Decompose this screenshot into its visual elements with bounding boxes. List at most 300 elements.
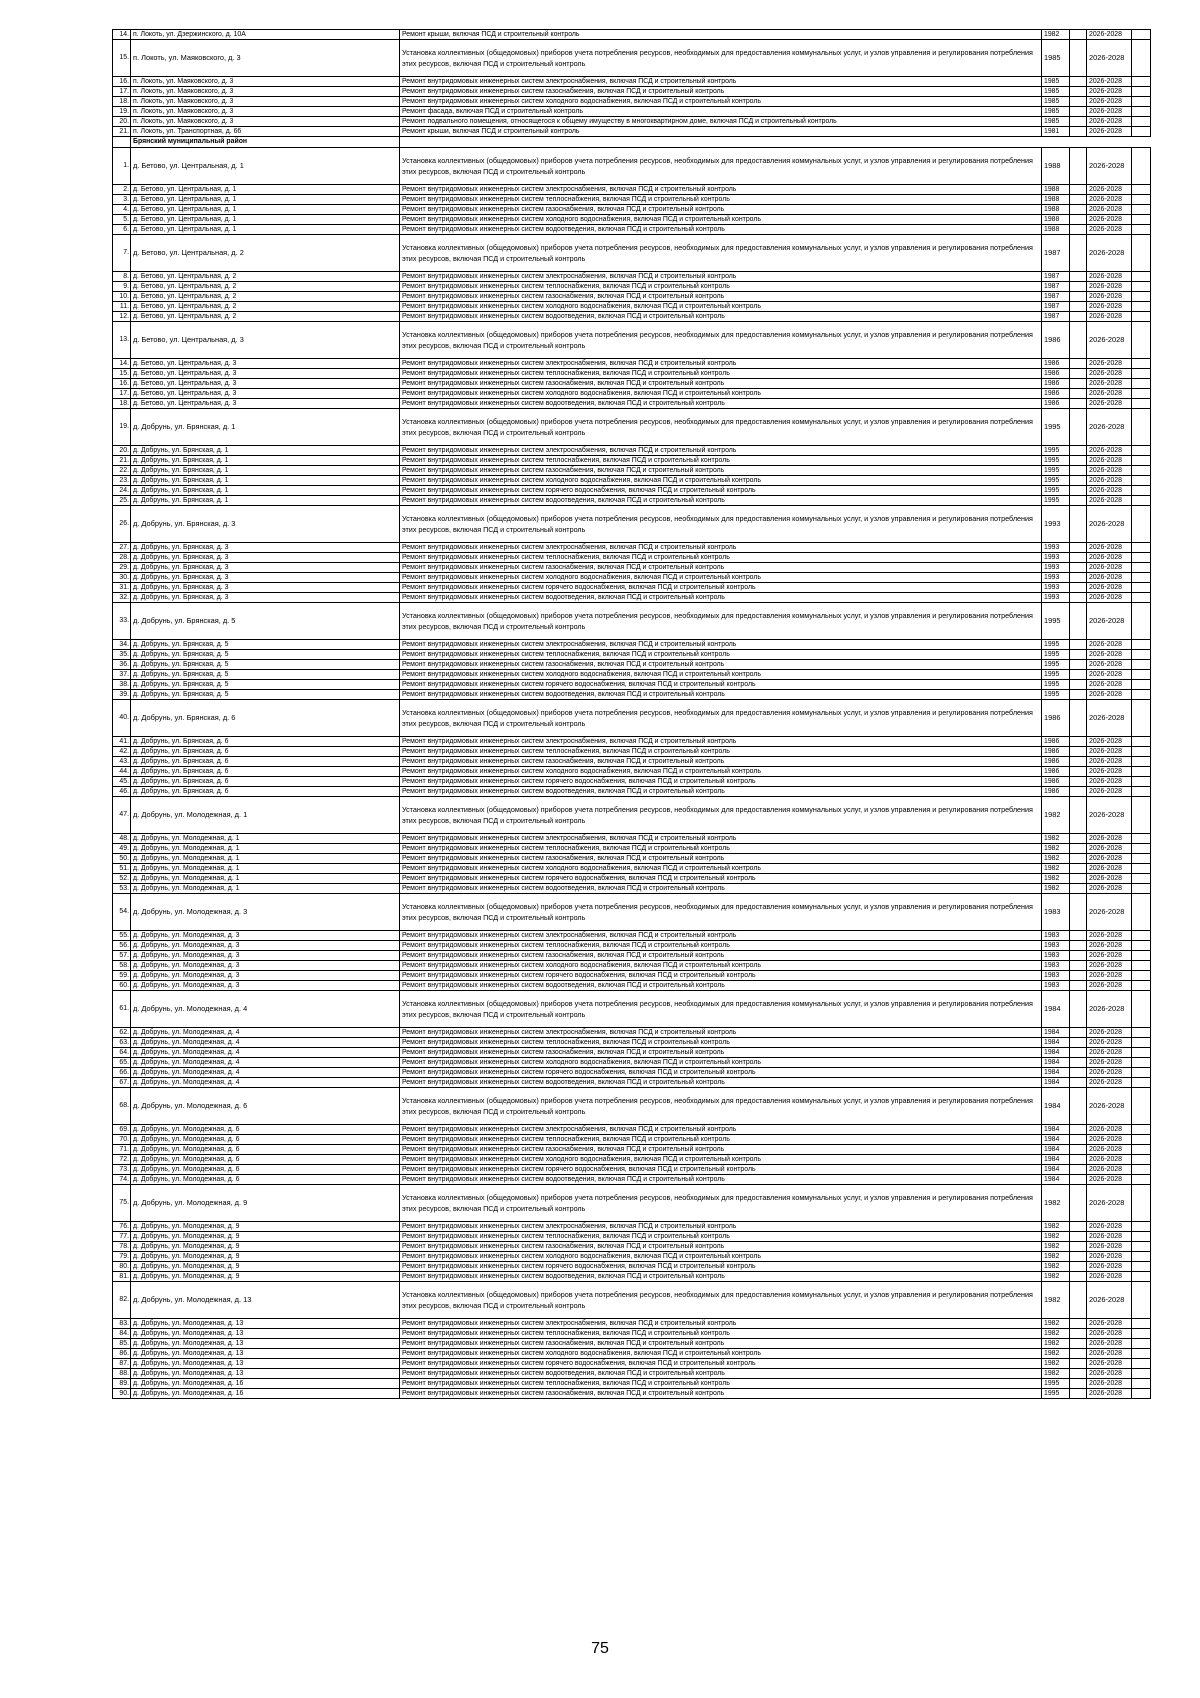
address-cell: д. Бетово, ул. Центральная, д. 2 <box>131 302 400 312</box>
empty-cell <box>1132 1088 1151 1125</box>
empty-cell <box>1070 40 1087 77</box>
address-cell: д. Добрунь, ул. Молодежная, д. 3 <box>131 931 400 941</box>
year-built-cell: 1981 <box>1042 127 1070 137</box>
year-built-cell: 1984 <box>1042 1038 1070 1048</box>
empty-cell <box>1070 854 1087 864</box>
empty-cell <box>1070 1068 1087 1078</box>
section-title: Брянский муниципальный район <box>131 137 400 148</box>
schedule-table-body <box>113 30 1151 1399</box>
row-number: 66. <box>113 1068 131 1078</box>
empty-cell <box>1132 747 1151 757</box>
table-row <box>113 941 1151 951</box>
year-built-cell: 1982 <box>1042 834 1070 844</box>
empty-cell <box>1070 302 1087 312</box>
row-number: 17. <box>113 87 131 97</box>
address-cell: д. Добрунь, ул. Брянская, д. 3 <box>131 506 400 543</box>
table-row <box>113 884 1151 894</box>
table-row <box>113 747 1151 757</box>
table-row <box>113 292 1151 302</box>
address-cell: д. Бетово, ул. Центральная, д. 3 <box>131 359 400 369</box>
row-number: 81. <box>113 1272 131 1282</box>
empty-cell <box>1132 1339 1151 1349</box>
year-built-cell: 1984 <box>1042 1125 1070 1135</box>
work-type-cell: Ремонт внутридомовых инженерных систем электроснабжения, включая ПСД и строительный контроль <box>400 834 1042 844</box>
empty-cell <box>1070 1359 1087 1369</box>
work-type-cell: Ремонт подвального помещения, относящегося к общему имуществу в многоквартирном доме, включая ПСД и строительный контроль <box>400 117 1042 127</box>
period-cell: 2026-2028 <box>1087 1175 1132 1185</box>
table-row <box>113 1165 1151 1175</box>
empty-cell <box>1132 225 1151 235</box>
work-type-cell: Ремонт внутридомовых инженерных систем газоснабжения, включая ПСД и строительный контроль <box>400 951 1042 961</box>
work-type-cell: Установка коллективных (общедомовых) приборов учета потребления ресурсов, необходимых для предоставления коммунальных услуг, и узлов управления и регулирования потребления этих ресурсов, включая ПСД и строительный контроль <box>400 235 1042 272</box>
table-row <box>113 844 1151 854</box>
empty-cell <box>1132 603 1151 640</box>
period-cell: 2026-2028 <box>1087 215 1132 225</box>
work-type-cell: Ремонт внутридомовых инженерных систем теплоснабжения, включая ПСД и строительный контроль <box>400 747 1042 757</box>
row-number: 88. <box>113 1369 131 1379</box>
row-number: 74. <box>113 1175 131 1185</box>
empty-cell <box>1070 215 1087 225</box>
year-built-cell: 1982 <box>1042 797 1070 834</box>
table-row <box>113 185 1151 195</box>
address-cell: д. Добрунь, ул. Молодежная, д. 6 <box>131 1145 400 1155</box>
empty-cell <box>1132 476 1151 486</box>
period-cell: 2026-2028 <box>1087 359 1132 369</box>
year-built-cell: 1995 <box>1042 690 1070 700</box>
address-cell: д. Добрунь, ул. Брянская, д. 6 <box>131 787 400 797</box>
period-cell: 2026-2028 <box>1087 981 1132 991</box>
empty-cell <box>1132 1038 1151 1048</box>
empty-cell <box>1132 1349 1151 1359</box>
row-number: 12. <box>113 312 131 322</box>
empty-cell <box>1132 1185 1151 1222</box>
work-type-cell: Ремонт внутридомовых инженерных систем холодного водоснабжения, включая ПСД и строительный контроль <box>400 476 1042 486</box>
row-number: 24. <box>113 486 131 496</box>
empty-cell <box>1070 1232 1087 1242</box>
row-number: 51. <box>113 864 131 874</box>
table-row <box>113 1242 1151 1252</box>
period-cell: 2026-2028 <box>1087 107 1132 117</box>
work-type-cell: Ремонт внутридомовых инженерных систем электроснабжения, включая ПСД и строительный контроль <box>400 1028 1042 1038</box>
period-cell: 2026-2028 <box>1087 603 1132 640</box>
table-row <box>113 874 1151 884</box>
table-row <box>113 1088 1151 1125</box>
address-cell: д. Добрунь, ул. Брянская, д. 1 <box>131 456 400 466</box>
period-cell: 2026-2028 <box>1087 1135 1132 1145</box>
table-row <box>113 864 1151 874</box>
row-number: 59. <box>113 971 131 981</box>
address-cell: д. Добрунь, ул. Молодежная, д. 3 <box>131 971 400 981</box>
work-type-cell: Ремонт внутридомовых инженерных систем водоотведения, включая ПСД и строительный контроль <box>400 312 1042 322</box>
address-cell: д. Добрунь, ул. Брянская, д. 1 <box>131 466 400 476</box>
work-type-cell: Ремонт внутридомовых инженерных систем электроснабжения, включая ПСД и строительный контроль <box>400 359 1042 369</box>
table-row <box>113 1389 1151 1399</box>
empty-cell <box>1132 282 1151 292</box>
period-cell: 2026-2028 <box>1087 1252 1132 1262</box>
table-row <box>113 1028 1151 1038</box>
year-built-cell: 1995 <box>1042 1379 1070 1389</box>
empty-cell <box>1132 1165 1151 1175</box>
period-cell: 2026-2028 <box>1087 680 1132 690</box>
row-number: 71. <box>113 1145 131 1155</box>
period-cell: 2026-2028 <box>1087 1349 1132 1359</box>
work-type-cell: Ремонт внутридомовых инженерных систем теплоснабжения, включая ПСД и строительный контроль <box>400 844 1042 854</box>
empty-cell <box>1070 205 1087 215</box>
year-built-cell: 1986 <box>1042 389 1070 399</box>
work-type-cell: Ремонт внутридомовых инженерных систем холодного водоснабжения, включая ПСД и строительный контроль <box>400 864 1042 874</box>
table-row <box>113 1048 1151 1058</box>
year-built-cell: 1985 <box>1042 107 1070 117</box>
period-cell: 2026-2028 <box>1087 40 1132 77</box>
empty-cell <box>1132 389 1151 399</box>
empty-cell <box>1132 127 1151 137</box>
table-row <box>113 690 1151 700</box>
table-row <box>113 195 1151 205</box>
empty-cell <box>1070 543 1087 553</box>
empty-cell <box>1070 660 1087 670</box>
address-cell: п. Локоть, ул. Дзержинского, д. 10А <box>131 30 400 40</box>
year-built-cell: 1982 <box>1042 1222 1070 1232</box>
work-type-cell: Ремонт внутридомовых инженерных систем газоснабжения, включая ПСД и строительный контроль <box>400 1389 1042 1399</box>
empty-cell <box>1132 205 1151 215</box>
work-type-cell: Ремонт внутридомовых инженерных систем горячего водоснабжения, включая ПСД и строительный контроль <box>400 1068 1042 1078</box>
year-built-cell: 1988 <box>1042 148 1070 185</box>
empty-cell <box>1132 971 1151 981</box>
row-number: 30. <box>113 573 131 583</box>
period-cell: 2026-2028 <box>1087 650 1132 660</box>
empty-cell <box>1070 1349 1087 1359</box>
year-built-cell: 1993 <box>1042 593 1070 603</box>
empty-cell <box>1132 874 1151 884</box>
period-cell: 2026-2028 <box>1087 1272 1132 1282</box>
empty-cell <box>1132 235 1151 272</box>
year-built-cell: 1982 <box>1042 30 1070 40</box>
empty-cell <box>1070 563 1087 573</box>
empty-cell <box>1132 1262 1151 1272</box>
address-cell: д. Добрунь, ул. Брянская, д. 3 <box>131 543 400 553</box>
table-row <box>113 148 1151 185</box>
work-type-cell: Установка коллективных (общедомовых) приборов учета потребления ресурсов, необходимых для предоставления коммунальных услуг, и узлов управления и регулирования потребления этих ресурсов, включая ПСД и строительный контроль <box>400 148 1042 185</box>
empty-cell <box>1132 834 1151 844</box>
empty-cell <box>1070 1242 1087 1252</box>
work-type-cell: Установка коллективных (общедомовых) приборов учета потребления ресурсов, необходимых для предоставления коммунальных услуг, и узлов управления и регулирования потребления этих ресурсов, включая ПСД и строительный контроль <box>400 409 1042 446</box>
row-number: 34. <box>113 640 131 650</box>
address-cell: д. Добрунь, ул. Брянская, д. 3 <box>131 563 400 573</box>
empty-cell <box>1070 894 1087 931</box>
period-cell: 2026-2028 <box>1087 864 1132 874</box>
row-number: 69. <box>113 1125 131 1135</box>
address-cell: д. Бетово, ул. Центральная, д. 1 <box>131 225 400 235</box>
work-type-cell: Ремонт внутридомовых инженерных систем горячего водоснабжения, включая ПСД и строительный контроль <box>400 1165 1042 1175</box>
year-built-cell: 1986 <box>1042 767 1070 777</box>
year-built-cell: 1988 <box>1042 205 1070 215</box>
empty-cell <box>1132 1028 1151 1038</box>
work-type-cell: Ремонт внутридомовых инженерных систем водоотведения, включая ПСД и строительный контроль <box>400 593 1042 603</box>
work-type-cell: Ремонт внутридомовых инженерных систем газоснабжения, включая ПСД и строительный контроль <box>400 379 1042 389</box>
address-cell: д. Добрунь, ул. Молодежная, д. 4 <box>131 1058 400 1068</box>
year-built-cell: 1982 <box>1042 1232 1070 1242</box>
year-built-cell: 1986 <box>1042 757 1070 767</box>
table-row <box>113 787 1151 797</box>
row-number: 63. <box>113 1038 131 1048</box>
row-number: 78. <box>113 1242 131 1252</box>
year-built-cell: 1986 <box>1042 777 1070 787</box>
row-number: 90. <box>113 1389 131 1399</box>
row-number: 70. <box>113 1135 131 1145</box>
year-built-cell: 1995 <box>1042 486 1070 496</box>
address-cell: д. Добрунь, ул. Молодежная, д. 6 <box>131 1175 400 1185</box>
row-number: 77. <box>113 1232 131 1242</box>
empty-cell <box>1132 1282 1151 1319</box>
empty-cell <box>1070 777 1087 787</box>
year-built-cell: 1988 <box>1042 215 1070 225</box>
address-cell: д. Добрунь, ул. Брянская, д. 5 <box>131 603 400 640</box>
period-cell: 2026-2028 <box>1087 1125 1132 1135</box>
row-number: 27. <box>113 543 131 553</box>
table-row <box>113 486 1151 496</box>
empty-cell <box>1070 1369 1087 1379</box>
row-number: 22. <box>113 466 131 476</box>
table-row <box>113 894 1151 931</box>
period-cell: 2026-2028 <box>1087 787 1132 797</box>
row-number: 1. <box>113 148 131 185</box>
empty-cell <box>1070 1262 1087 1272</box>
period-cell: 2026-2028 <box>1087 961 1132 971</box>
work-type-cell: Ремонт внутридомовых инженерных систем теплоснабжения, включая ПСД и строительный контроль <box>400 553 1042 563</box>
work-type-cell: Ремонт внутридомовых инженерных систем электроснабжения, включая ПСД и строительный контроль <box>400 931 1042 941</box>
year-built-cell: 1995 <box>1042 1389 1070 1399</box>
empty-cell <box>1070 747 1087 757</box>
empty-cell <box>1132 991 1151 1028</box>
period-cell: 2026-2028 <box>1087 1232 1132 1242</box>
year-built-cell: 1984 <box>1042 1028 1070 1038</box>
row-number: 13. <box>113 322 131 359</box>
table-row <box>113 369 1151 379</box>
address-cell: д. Добрунь, ул. Брянская, д. 3 <box>131 583 400 593</box>
table-row <box>113 1222 1151 1232</box>
work-type-cell: Установка коллективных (общедомовых) приборов учета потребления ресурсов, необходимых для предоставления коммунальных услуг, и узлов управления и регулирования потребления этих ресурсов, включая ПСД и строительный контроль <box>400 40 1042 77</box>
period-cell: 2026-2028 <box>1087 1379 1132 1389</box>
work-type-cell: Ремонт внутридомовых инженерных систем теплоснабжения, включая ПСД и строительный контроль <box>400 456 1042 466</box>
table-row <box>113 1058 1151 1068</box>
row-number: 19. <box>113 107 131 117</box>
address-cell: д. Добрунь, ул. Брянская, д. 6 <box>131 767 400 777</box>
work-type-cell: Ремонт внутридомовых инженерных систем газоснабжения, включая ПСД и строительный контроль <box>400 205 1042 215</box>
year-built-cell: 1987 <box>1042 272 1070 282</box>
work-type-cell: Установка коллективных (общедомовых) приборов учета потребления ресурсов, необходимых для предоставления коммунальных услуг, и узлов управления и регулирования потребления этих ресурсов, включая ПСД и строительный контроль <box>400 1088 1042 1125</box>
work-type-cell: Ремонт внутридомовых инженерных систем водоотведения, включая ПСД и строительный контроль <box>400 399 1042 409</box>
row-number: 33. <box>113 603 131 640</box>
period-cell: 2026-2028 <box>1087 235 1132 272</box>
section-num-cell <box>113 137 131 148</box>
period-cell: 2026-2028 <box>1087 844 1132 854</box>
year-built-cell: 1986 <box>1042 399 1070 409</box>
address-cell: д. Добрунь, ул. Брянская, д. 1 <box>131 486 400 496</box>
address-cell: д. Добрунь, ул. Молодежная, д. 6 <box>131 1165 400 1175</box>
year-built-cell: 1984 <box>1042 1058 1070 1068</box>
work-type-cell: Ремонт крыши, включая ПСД и строительный контроль <box>400 30 1042 40</box>
work-type-cell: Ремонт внутридомовых инженерных систем теплоснабжения, включая ПСД и строительный контроль <box>400 941 1042 951</box>
empty-cell <box>1132 322 1151 359</box>
empty-cell <box>1132 593 1151 603</box>
year-built-cell: 1995 <box>1042 680 1070 690</box>
row-number: 54. <box>113 894 131 931</box>
year-built-cell: 1995 <box>1042 670 1070 680</box>
year-built-cell: 1995 <box>1042 456 1070 466</box>
year-built-cell: 1986 <box>1042 322 1070 359</box>
table-row <box>113 573 1151 583</box>
address-cell: д. Добрунь, ул. Молодежная, д. 13 <box>131 1339 400 1349</box>
row-number: 28. <box>113 553 131 563</box>
period-cell: 2026-2028 <box>1087 205 1132 215</box>
row-number: 48. <box>113 834 131 844</box>
address-cell: д. Добрунь, ул. Молодежная, д. 6 <box>131 1155 400 1165</box>
work-type-cell: Установка коллективных (общедомовых) приборов учета потребления ресурсов, необходимых для предоставления коммунальных услуг, и узлов управления и регулирования потребления этих ресурсов, включая ПСД и строительный контроль <box>400 1185 1042 1222</box>
year-built-cell: 1984 <box>1042 991 1070 1028</box>
address-cell: д. Бетово, ул. Центральная, д. 2 <box>131 312 400 322</box>
period-cell: 2026-2028 <box>1087 894 1132 931</box>
work-type-cell: Ремонт внутридомовых инженерных систем горячего водоснабжения, включая ПСД и строительный контроль <box>400 777 1042 787</box>
period-cell: 2026-2028 <box>1087 127 1132 137</box>
row-number: 21. <box>113 127 131 137</box>
address-cell: д. Добрунь, ул. Молодежная, д. 9 <box>131 1272 400 1282</box>
period-cell: 2026-2028 <box>1087 1088 1132 1125</box>
empty-cell <box>1070 185 1087 195</box>
address-cell: д. Добрунь, ул. Молодежная, д. 9 <box>131 1232 400 1242</box>
empty-cell <box>1070 971 1087 981</box>
year-built-cell: 1993 <box>1042 563 1070 573</box>
empty-cell <box>1132 767 1151 777</box>
work-type-cell: Ремонт внутридомовых инженерных систем холодного водоснабжения, включая ПСД и строительный контроль <box>400 961 1042 971</box>
table-row <box>113 834 1151 844</box>
table-row <box>113 971 1151 981</box>
empty-cell <box>1132 864 1151 874</box>
year-built-cell: 1985 <box>1042 77 1070 87</box>
empty-cell <box>1132 1242 1151 1252</box>
year-built-cell: 1995 <box>1042 640 1070 650</box>
row-number: 37. <box>113 670 131 680</box>
work-type-cell: Ремонт внутридомовых инженерных систем холодного водоснабжения, включая ПСД и строительный контроль <box>400 1058 1042 1068</box>
row-number: 76. <box>113 1222 131 1232</box>
table-row <box>113 322 1151 359</box>
period-cell: 2026-2028 <box>1087 1068 1132 1078</box>
table-row <box>113 951 1151 961</box>
year-built-cell: 1986 <box>1042 737 1070 747</box>
work-type-cell: Ремонт внутридомовых инженерных систем газоснабжения, включая ПСД и строительный контроль <box>400 1242 1042 1252</box>
year-built-cell: 1993 <box>1042 583 1070 593</box>
period-cell: 2026-2028 <box>1087 148 1132 185</box>
year-built-cell: 1982 <box>1042 1252 1070 1262</box>
table-row <box>113 1175 1151 1185</box>
table-row <box>113 931 1151 941</box>
empty-cell <box>1070 369 1087 379</box>
address-cell: д. Добрунь, ул. Молодежная, д. 13 <box>131 1359 400 1369</box>
table-row <box>113 359 1151 369</box>
address-cell: п. Локоть, ул. Маяковского, д. 3 <box>131 117 400 127</box>
empty-cell <box>1070 1319 1087 1329</box>
table-row <box>113 312 1151 322</box>
table-row <box>113 1145 1151 1155</box>
address-cell: д. Бетово, ул. Центральная, д. 1 <box>131 185 400 195</box>
empty-cell <box>1132 1048 1151 1058</box>
row-number: 60. <box>113 981 131 991</box>
empty-cell <box>1132 941 1151 951</box>
empty-cell <box>1132 1379 1151 1389</box>
work-type-cell: Ремонт внутридомовых инженерных систем водоотведения, включая ПСД и строительный контроль <box>400 690 1042 700</box>
row-number: 44. <box>113 767 131 777</box>
work-type-cell: Ремонт внутридомовых инженерных систем газоснабжения, включая ПСД и строительный контроль <box>400 87 1042 97</box>
work-type-cell: Ремонт внутридомовых инженерных систем горячего водоснабжения, включая ПСД и строительный контроль <box>400 680 1042 690</box>
row-number: 5. <box>113 215 131 225</box>
work-type-cell: Ремонт внутридомовых инженерных систем водоотведения, включая ПСД и строительный контроль <box>400 787 1042 797</box>
empty-cell <box>1132 894 1151 931</box>
empty-cell <box>1132 215 1151 225</box>
row-number: 36. <box>113 660 131 670</box>
work-type-cell: Ремонт внутридомовых инженерных систем газоснабжения, включая ПСД и строительный контроль <box>400 466 1042 476</box>
period-cell: 2026-2028 <box>1087 593 1132 603</box>
row-number: 79. <box>113 1252 131 1262</box>
section-row <box>113 137 1151 148</box>
year-built-cell: 1993 <box>1042 506 1070 543</box>
work-type-cell: Ремонт внутридомовых инженерных систем водоотведения, включая ПСД и строительный контроль <box>400 1175 1042 1185</box>
empty-cell <box>1070 884 1087 894</box>
address-cell: д. Добрунь, ул. Брянская, д. 3 <box>131 553 400 563</box>
table-row <box>113 563 1151 573</box>
empty-cell <box>1132 77 1151 87</box>
year-built-cell: 1982 <box>1042 874 1070 884</box>
work-type-cell: Ремонт внутридомовых инженерных систем теплоснабжения, включая ПСД и строительный контроль <box>400 650 1042 660</box>
year-built-cell: 1983 <box>1042 931 1070 941</box>
work-type-cell: Ремонт внутридомовых инженерных систем электроснабжения, включая ПСД и строительный контроль <box>400 1125 1042 1135</box>
table-row <box>113 40 1151 77</box>
empty-cell <box>1070 931 1087 941</box>
year-built-cell: 1986 <box>1042 359 1070 369</box>
work-type-cell: Ремонт внутридомовых инженерных систем газоснабжения, включая ПСД и строительный контроль <box>400 292 1042 302</box>
table-row <box>113 1349 1151 1359</box>
year-built-cell: 1984 <box>1042 1155 1070 1165</box>
address-cell: д. Бетово, ул. Центральная, д. 1 <box>131 195 400 205</box>
table-row <box>113 981 1151 991</box>
period-cell: 2026-2028 <box>1087 670 1132 680</box>
table-row <box>113 456 1151 466</box>
empty-cell <box>1132 87 1151 97</box>
address-cell: д. Добрунь, ул. Молодежная, д. 13 <box>131 1319 400 1329</box>
year-built-cell: 1982 <box>1042 1319 1070 1329</box>
year-built-cell: 1984 <box>1042 1135 1070 1145</box>
row-number: 15. <box>113 369 131 379</box>
address-cell: д. Бетово, ул. Центральная, д. 2 <box>131 292 400 302</box>
address-cell: д. Добрунь, ул. Молодежная, д. 9 <box>131 1222 400 1232</box>
empty-cell <box>1132 1068 1151 1078</box>
empty-cell <box>1132 486 1151 496</box>
row-number: 65. <box>113 1058 131 1068</box>
empty-cell <box>1132 690 1151 700</box>
empty-cell <box>1132 931 1151 941</box>
empty-cell <box>1132 302 1151 312</box>
year-built-cell: 1987 <box>1042 302 1070 312</box>
period-cell: 2026-2028 <box>1087 640 1132 650</box>
table-row <box>113 603 1151 640</box>
year-built-cell: 1984 <box>1042 1165 1070 1175</box>
table-row <box>113 30 1151 40</box>
empty-cell <box>1132 185 1151 195</box>
empty-cell <box>1132 1125 1151 1135</box>
row-number: 9. <box>113 282 131 292</box>
empty-cell <box>1070 379 1087 389</box>
period-cell: 2026-2028 <box>1087 991 1132 1028</box>
year-built-cell: 1995 <box>1042 603 1070 640</box>
row-number: 50. <box>113 854 131 864</box>
